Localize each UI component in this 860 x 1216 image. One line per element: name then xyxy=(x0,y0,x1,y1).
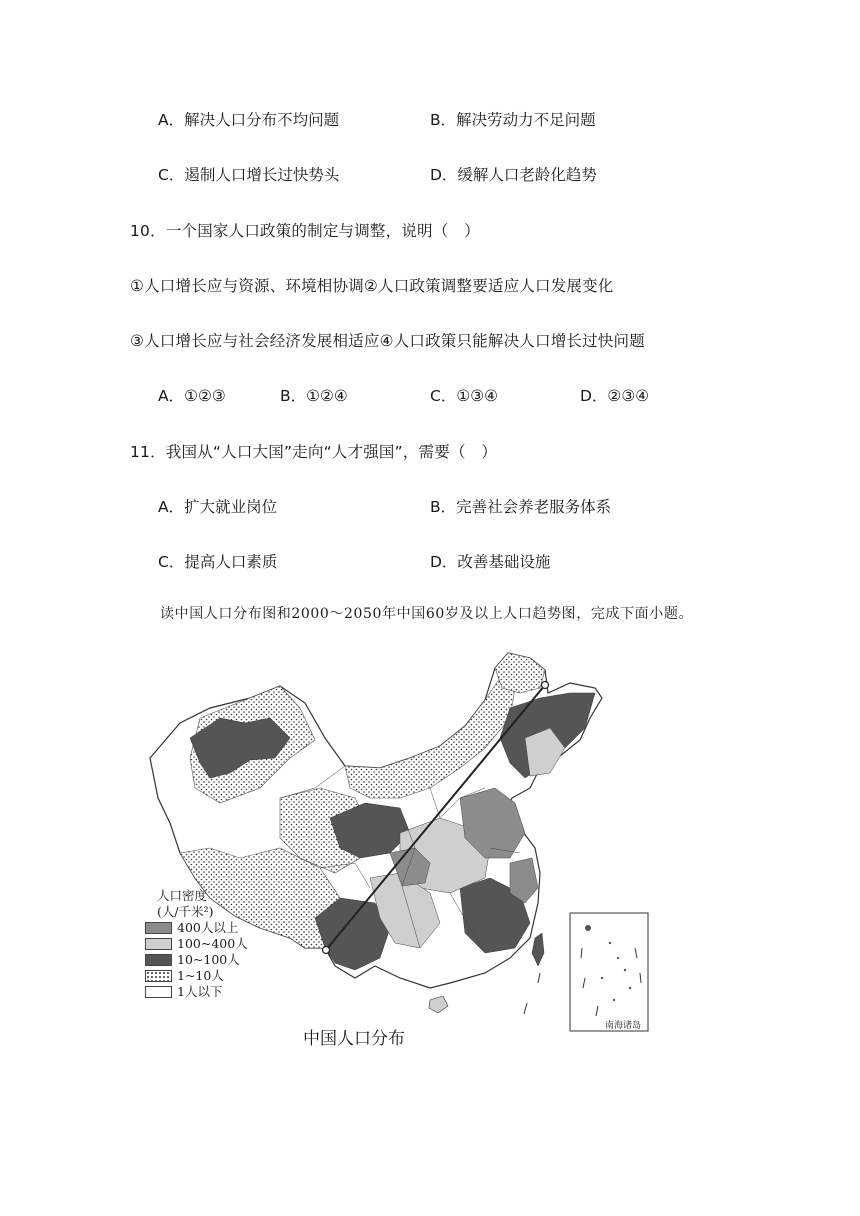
china-population-map xyxy=(140,648,660,1050)
legend-swatch xyxy=(145,954,172,966)
legend-swatch xyxy=(145,986,172,998)
q10-option-b: B．①②④ xyxy=(280,387,348,405)
legend-label: 400人以上 xyxy=(177,920,239,935)
q10-statement-line-1: ①人口增长应与资源、环境相协调②人口政策调整要适应人口发展变化 xyxy=(130,277,614,295)
hu-line-end-point xyxy=(542,682,549,689)
q11-stem: 11．我国从“人口大国”走向“人才强国”，需要（ ） xyxy=(130,443,498,461)
legend-swatch xyxy=(145,922,172,934)
q10-option-c: C．①③④ xyxy=(430,387,499,405)
south-china-sea-inset xyxy=(570,913,648,1031)
hainan-island xyxy=(429,996,448,1013)
legend-label: 1人以下 xyxy=(177,984,223,999)
legend-label: 100~400人 xyxy=(177,936,248,951)
q9-option-c: C．遏制人口增长过快势头 xyxy=(158,166,340,184)
legend-item-100-400 xyxy=(145,936,248,952)
hu-line-start-point xyxy=(323,947,330,954)
inset-label: 南海诸岛 xyxy=(605,1021,642,1031)
legend-item-1-10 xyxy=(145,968,248,984)
q11-option-a: A．扩大就业岗位 xyxy=(158,498,278,516)
legend-label: 1~10人 xyxy=(177,968,224,983)
q10-statement-line-2: ③人口增长应与社会经济发展相适应④人口政策只能解决人口增长过快问题 xyxy=(130,332,645,350)
map-legend xyxy=(145,888,248,1000)
q10-stem: 10．一个国家人口政策的制定与调整，说明（ ） xyxy=(130,222,480,240)
legend-item-below-1 xyxy=(145,984,248,1000)
q9-option-a: A．解决人口分布不均问题 xyxy=(158,111,340,129)
map-intro-text: 读中国人口分布图和2000～2050年中国60岁及以上人口趋势图，完成下面小题。 xyxy=(160,606,694,622)
q11-option-c: C．提高人口素质 xyxy=(158,553,278,571)
legend-swatch xyxy=(145,938,172,950)
q10-option-a: A．①②③ xyxy=(158,387,226,405)
dotted-region-heilongjiang-north xyxy=(495,653,545,693)
legend-item-10-100 xyxy=(145,952,248,968)
q11-option-b: B．完善社会养老服务体系 xyxy=(430,498,612,516)
q11-option-d: D．改善基础设施 xyxy=(430,553,551,571)
q9-option-d: D．缓解人口老龄化趋势 xyxy=(430,166,597,184)
legend-title: 人口密度 xyxy=(157,888,208,903)
legend-item-400-plus xyxy=(145,920,248,936)
legend-unit: (人/千米²) xyxy=(157,904,214,919)
legend-label: 10~100人 xyxy=(177,952,240,967)
q9-option-b: B．解决劳动力不足问题 xyxy=(430,111,596,129)
legend-swatch xyxy=(145,970,172,982)
map-caption: 中国人口分布 xyxy=(303,1029,405,1049)
taiwan-island xyxy=(532,933,544,966)
q10-option-d: D．②③④ xyxy=(580,387,650,405)
